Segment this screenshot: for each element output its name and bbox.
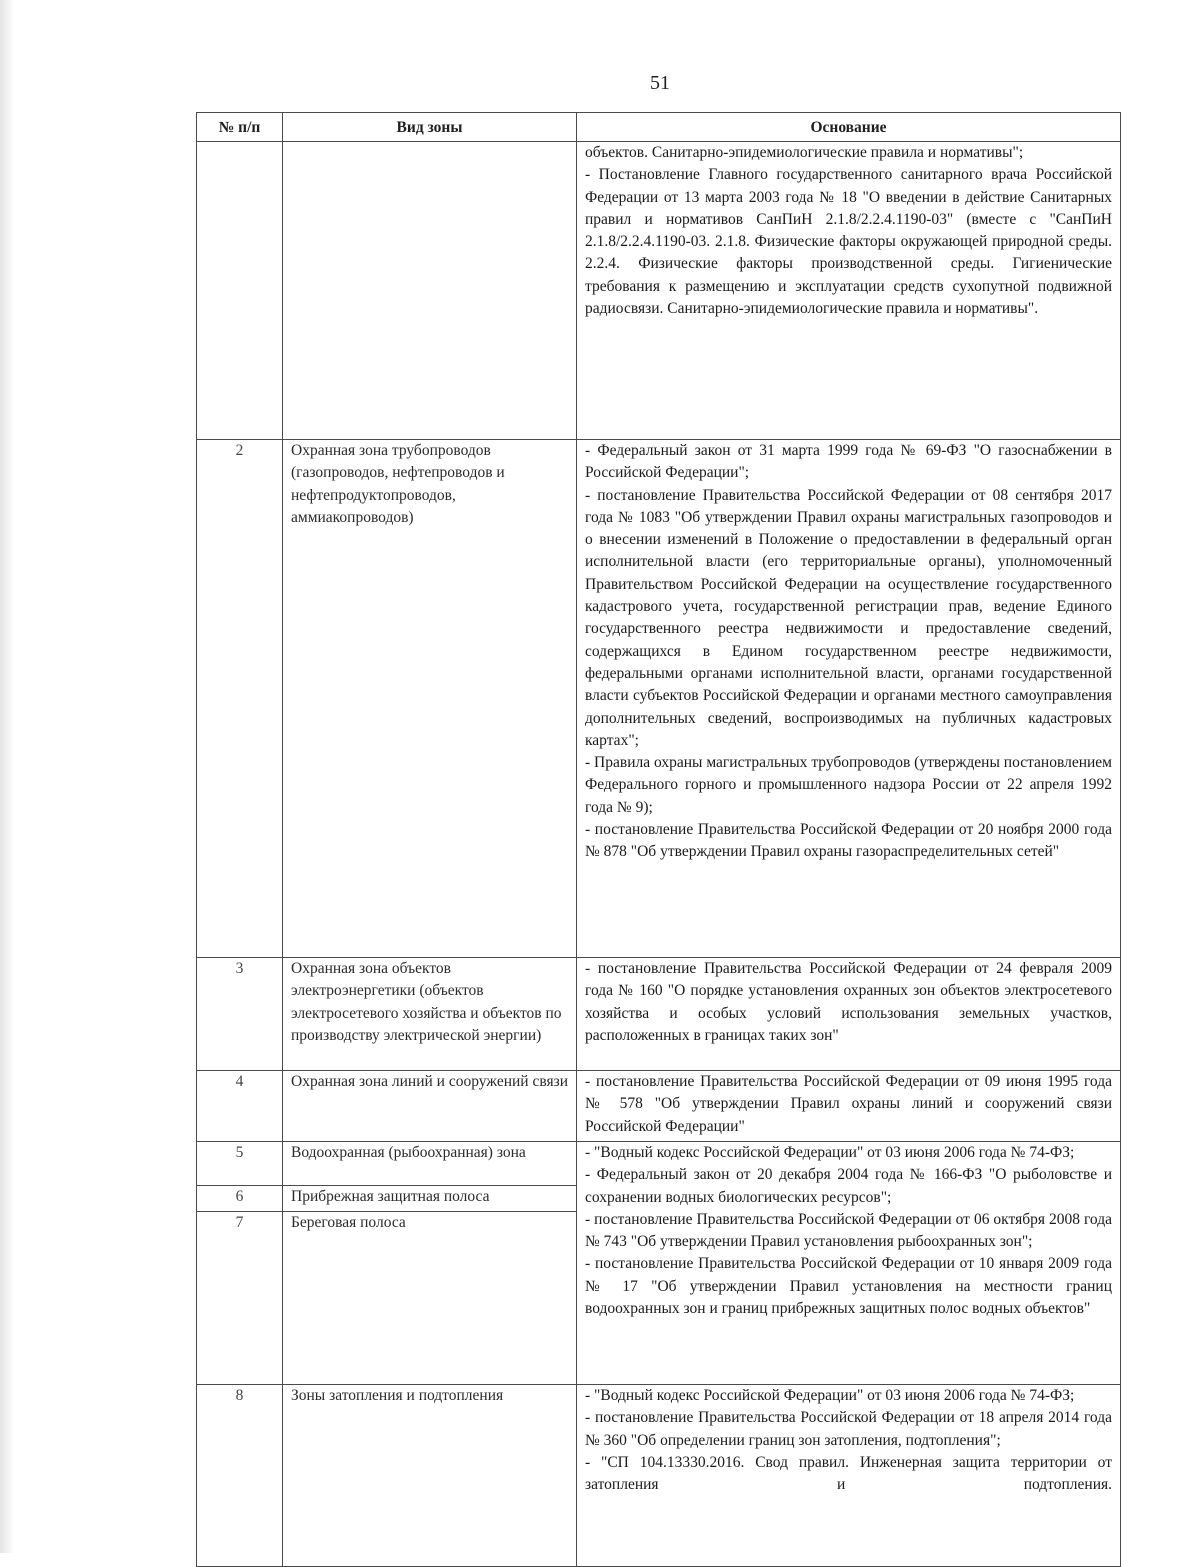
zones-table: [196, 112, 1121, 1567]
basis-item: - Федеральный закон от 20 декабря 2004 года № 166-ФЗ "О рыболовстве и сохранении водных биологических ресурсов";: [585, 1166, 1112, 1206]
zone-type: Охранная зона линий и сооружений связи: [283, 1071, 577, 1142]
row-number: 5: [197, 1142, 283, 1186]
page-number: 51: [650, 72, 670, 94]
basis-item: - постановление Правительства Российской Федерации от 20 ноября 2000 года № 878 "Об утверждении Правил охраны газораспределительных сетей": [585, 821, 1112, 861]
scan-left-edge: [0, 0, 14, 1553]
row-number: 8: [197, 1385, 283, 1567]
basis-item: - постановление Правительства Российской Федерации от 06 октября 2008 года № 743 "Об утверждении Правил установления рыбоохранных зон";: [585, 1210, 1112, 1251]
basis-cell: [577, 440, 1121, 958]
table-row: [197, 1385, 1121, 1567]
zone-type: Береговая полоса: [283, 1212, 577, 1385]
basis-item: - постановление Правительства Российской Федерации от 09 июня 1995 года № 578 "Об утверждении Правил охраны линий и сооружений связи Российской Федерации": [585, 1073, 1112, 1135]
zone-type: Прибрежная защитная полоса: [283, 1186, 577, 1212]
basis-item: - постановление Правительства Российской Федерации от 10 января 2009 года № 17 "Об утверждении Правил установления на местности границ водоохранных зон и границ прибрежных защитных полос водных объектов": [585, 1255, 1112, 1318]
basis-item: - "СП 104.13330.2016. Свод правил. Инженерная защита территории от затопления и подтопления.: [585, 1453, 1112, 1494]
basis-item: - Правила охраны магистральных трубопроводов (утверждены постановлением Федерального горного и промышленного надзора России от 22 апреля 1992 года № 9);: [585, 754, 1112, 816]
row-number: [197, 142, 283, 440]
table-row: [197, 958, 1121, 1071]
row-number: 6: [197, 1186, 283, 1212]
zone-type: Зоны затопления и подтопления: [283, 1385, 577, 1567]
row-number: 7: [197, 1212, 283, 1385]
zone-type: [283, 142, 577, 440]
basis-item: - Федеральный закон от 31 марта 1999 года № 69-ФЗ "О газоснабжении в Российской Федерации";: [585, 442, 1112, 482]
header-basis: Основание: [577, 113, 1121, 142]
row-number: 4: [197, 1071, 283, 1142]
basis-item: - постановление Правительства Российской Федерации от 08 сентября 2017 года № 1083 "Об утверждении Правил охраны магистральных газопроводов и о внесении изменений в Положение о предоставлении в федеральный орган исполнительной власти (его территориальные органы), уполномоченный Правительством Российской Федерации на осуществление государственного кадастрового учета, государственной регистрации прав, ведение Единого государственного реестра недвижимости и предоставление сведений, содержащихся в Едином государственном реестре недвижимости, федеральными органами исполнительной власти, органами государственной власти субъектов Российской Федерации и органами местного самоуправления дополнительных сведений, воспроизводимых на публичных кадастровых картах";: [585, 486, 1112, 749]
table-row: [197, 142, 1121, 440]
table-row: [197, 440, 1121, 958]
basis-cell: [577, 142, 1121, 440]
basis-item: - постановление Правительства Российской Федерации от 18 апреля 2014 года № 360 "Об определении границ зон затопления, подтопления";: [585, 1409, 1112, 1449]
header-zone-type: Вид зоны: [283, 113, 577, 142]
row-number: 2: [197, 440, 283, 958]
basis-cell: [577, 1071, 1121, 1142]
header-number: № п/п: [197, 113, 283, 142]
basis-item: - "Водный кодекс Российской Федерации" от 03 июня 2006 года № 74-ФЗ;: [585, 1387, 1075, 1404]
table-row: [197, 1071, 1121, 1142]
row-number: 3: [197, 958, 283, 1071]
basis-item: - постановление Правительства Российской Федерации от 24 февраля 2009 года № 160 "О порядке установления охранных зон объектов электросетевого хозяйства и особых условий использования земельных участков, расположенных в границах таких зон": [585, 960, 1112, 1044]
zone-type: Водоохранная (рыбоохранная) зона: [283, 1142, 577, 1186]
basis-cell: [577, 958, 1121, 1071]
basis-cell: [577, 1385, 1121, 1567]
basis-item: - "Водный кодекс Российской Федерации" от 03 июня 2006 года № 74-ФЗ;: [585, 1144, 1075, 1161]
basis-item: - Постановление Главного государственного санитарного врача Российской Федерации от 13 марта 2003 года № 18 "О введении в действие Санитарных правил и нормативов СанПиН 2.1.8/2.2.4.1190-03" (вместе с "СанПиН 2.1.8/2.2.4.1190-03. 2.1.8. Физические факторы окружающей природной среды. 2.2.4. Физические факторы производственной среды. Гигиенические требования к размещению и эксплуатации средств сухопутной подвижной радиосвязи. Санитарно-эпидемиологические правила и нормативы".: [585, 166, 1112, 318]
table-row: [197, 1142, 1121, 1186]
basis-cell: [577, 1142, 1121, 1385]
zone-type: Охранная зона трубопроводов (газопроводов, нефтепроводов и нефтепродуктопроводов, аммиакопроводов): [283, 440, 577, 958]
zone-type: Охранная зона объектов электроэнергетики (объектов электросетевого хозяйства и объектов по производству электрической энергии): [283, 958, 577, 1071]
basis-item: объектов. Санитарно-эпидемиологические правила и нормативы";: [585, 144, 1024, 161]
table-header-row: [197, 113, 1121, 142]
